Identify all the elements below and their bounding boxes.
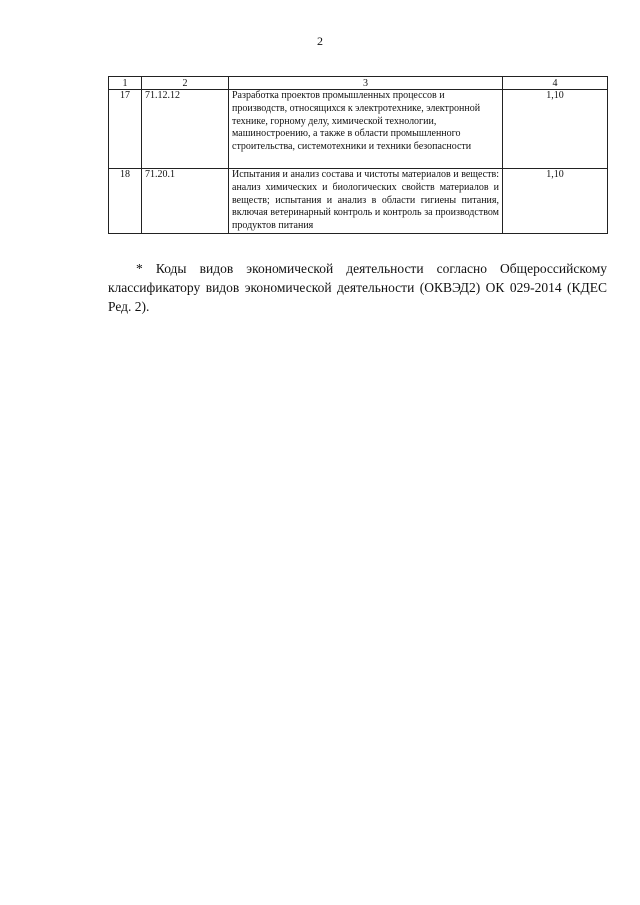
- okved-code: 71.12.12: [142, 90, 229, 169]
- table-row: [109, 90, 608, 169]
- column-header-3: 3: [229, 77, 503, 90]
- table-header-row: [109, 77, 608, 90]
- okved-code: 71.20.1: [142, 169, 229, 234]
- activity-codes-table: [108, 76, 608, 234]
- table-row: [109, 169, 608, 234]
- page-number: 2: [317, 34, 323, 48]
- column-header-2: 2: [142, 77, 229, 90]
- activity-description: Испытания и анализ состава и чистоты материалов и веществ: анализ химических и биологических свойств материалов и веществ; испытания и анализ в области гигиены питания, включая ветеринарный контроль и контроль за производством продуктов питания: [229, 169, 503, 234]
- row-number: 18: [109, 169, 142, 234]
- footnote-line-2: классификатору видов экономической деятельности (ОКВЭД2) ОК 029-2014 (КДЕС Ред. 2).: [108, 280, 607, 314]
- column-header-4: 4: [503, 77, 608, 90]
- column-header-1: 1: [109, 77, 142, 90]
- row-number: 17: [109, 90, 142, 169]
- coefficient-value: 1,10: [503, 90, 608, 169]
- footnote: [108, 259, 607, 316]
- coefficient-value: 1,10: [503, 169, 608, 234]
- activity-description: Разработка проектов промышленных процессов и производств, относящихся к электротехнике, электронной технике, горному делу, химической технологии, машиностроению, а также в области промышленного строительства, системотехники и техники безопасности: [229, 90, 503, 169]
- footnote-line-1: * Коды видов экономической деятельности согласно Общероссийскому: [136, 261, 607, 276]
